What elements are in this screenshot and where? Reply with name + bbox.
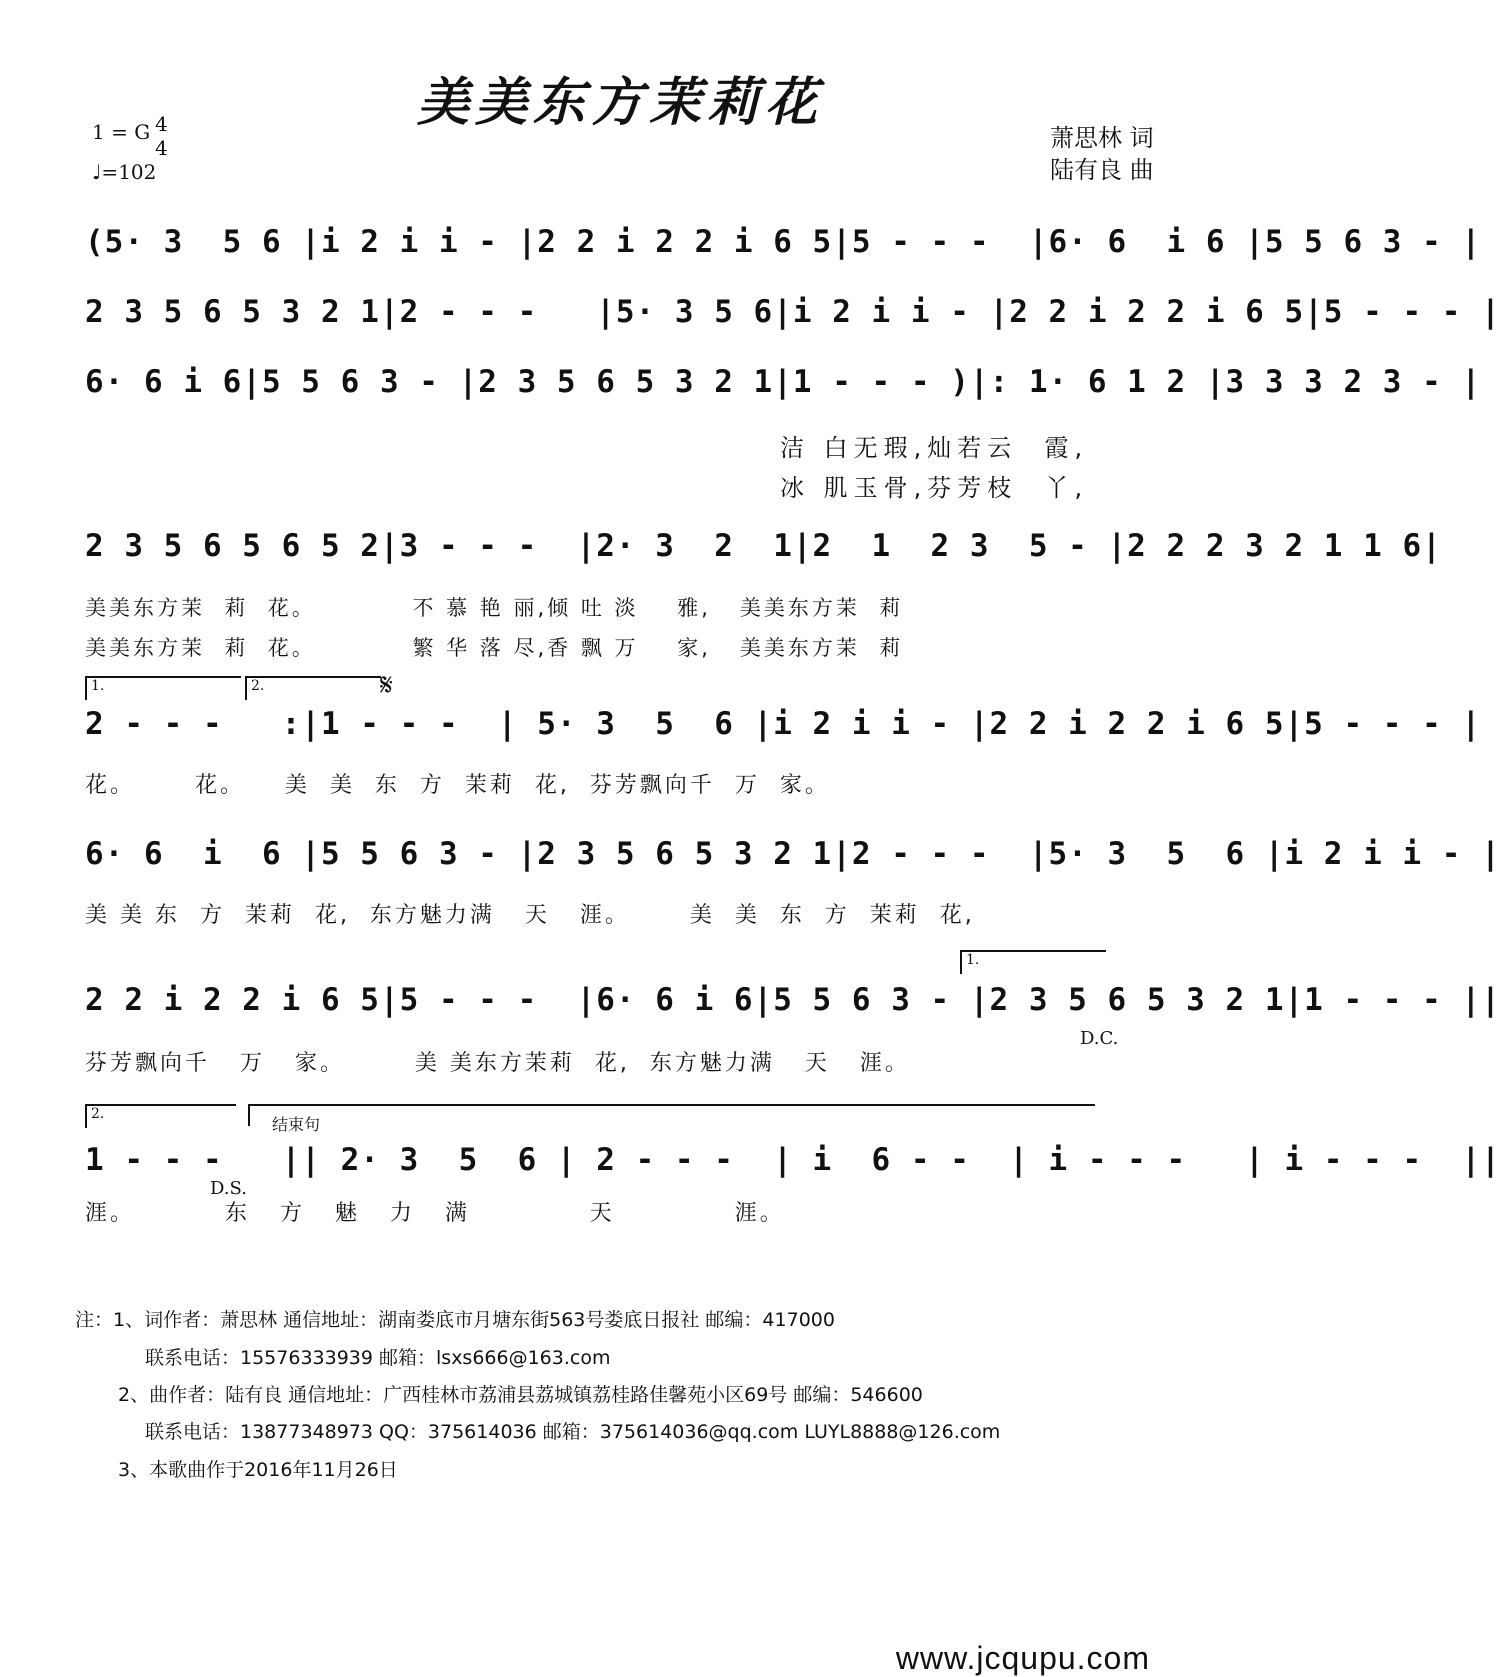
lyric-row4-verse1: 美美东方茉 莉 花。 不 慕 艳 丽,倾 吐 淡 雅, 美美东方茉 莉 [85,596,904,620]
composer-credit: 陆有良 曲 [1050,156,1154,184]
score-notes: 1 - - - || 2· 3 5 6 | 2 - - - | i 6 - - | i - - - | i - - - || [85,1142,1501,1178]
score-row-6 [85,828,1501,888]
score-notes: 2 3 5 6 5 6 5 2|3 - - - |2· 3 2 1|2 1 2 3 5 - |2 2 2 3 2 1 1 6| [85,528,1442,564]
lyric-row5: 花。 花。 美 美 东 方 茉莉 花, 芬芳飘向千 万 家。 [85,773,830,798]
time-signature [155,112,168,160]
volta-2-end: 2. [85,1104,236,1128]
note-line-1: 注：1、词作者：萧思林 通信地址：湖南娄底市月塘东街563号娄底日报社 邮编：417000 [75,1309,835,1331]
dc-mark: D.C. [1080,1028,1119,1049]
lyric-row3-verse2: 冰 肌玉骨,芬芳枝 丫, [780,474,1089,502]
watermark: www.jcqupu.com [895,1640,1150,1676]
score-row-3 [85,356,1482,416]
time-sig-bottom: 4 [155,136,168,160]
ending-bracket [248,1104,1095,1126]
score-row-4 [85,520,1442,580]
score-row-2 [85,286,1501,346]
volta-2: 2. [245,676,381,700]
score-row-8 [85,1134,1501,1194]
key-signature: 1 = G [92,120,151,144]
lyricist-credit: 萧思林 词 [1050,124,1154,152]
score-notes: 2 - - - :|1 - - - | 5· 3 5 6 |i 2 i i - |2 2 i 2 2 i 6 5|5 - - - | [85,706,1482,742]
lyric-row4-verse2: 美美东方茉 莉 花。 繁 华 落 尽,香 飘 万 家, 美美东方茉 莉 [85,636,904,660]
volta-1-end: 1. [960,950,1106,974]
score-notes: (5· 3 5 6 |i 2 i i - |2 2 i 2 2 i 6 5|5 - - - |6· 6 i 6 |5 5 6 3 - | [85,224,1482,260]
volta-1: 1. [85,676,241,700]
score-notes: 2 2 i 2 2 i 6 5|5 - - - |6· 6 i 6|5 5 6 3 - |2 3 5 6 5 3 2 1|1 - - - || [85,982,1501,1018]
ds-mark: D.S. [210,1178,247,1199]
score-row-7 [85,974,1501,1034]
note-line-3: 3、本歌曲作于2016年11月26日 [118,1459,398,1481]
score-row-1 [85,216,1482,276]
note-line-2: 2、曲作者：陆有良 通信地址：广西桂林市荔浦县荔城镇荔桂路佳馨苑小区69号 邮编：546600 [118,1384,923,1406]
note-line-1b: 联系电话：15576333939 邮箱：lsxs666@163.com [145,1347,611,1369]
lyric-row3-verse1: 洁 白无瑕,灿若云 霞, [780,434,1089,462]
time-sig-top: 4 [155,112,168,136]
lyric-row8: 涯。 东 方 魅 力 满 天 涯。 [85,1201,785,1226]
ending-label: 结束句 [272,1115,321,1134]
segno-icon: 𝄋 [380,668,393,703]
score-notes: 6· 6 i 6|5 5 6 3 - |2 3 5 6 5 3 2 1|1 - - - )|: 1· 6 1 2 |3 3 3 2 3 - | [85,364,1482,400]
tempo-marking: ♩=102 [92,160,157,184]
score-notes: 6· 6 i 6 |5 5 6 3 - |2 3 5 6 5 3 2 1|2 - - - |5· 3 5 6 |i 2 i i - | [85,836,1501,872]
lyric-row6: 美 美 东 方 茉莉 花, 东方魅力满 天 涯。 美 美 东 方 茉莉 花, [85,903,975,928]
song-title: 美美东方茉莉花 [416,72,823,133]
score-notes: 2 3 5 6 5 3 2 1|2 - - - |5· 3 5 6|i 2 i i - |2 2 i 2 2 i 6 5|5 - - - | [85,294,1501,330]
lyric-row7: 芬芳飘向千 万 家。 美 美东方茉莉 花, 东方魅力满 天 涯。 [85,1051,910,1076]
score-row-5 [85,698,1482,758]
note-line-2b: 联系电话：13877348973 QQ：375614036 邮箱：375614036@qq.com LUYL8888@126.com [145,1421,1001,1443]
